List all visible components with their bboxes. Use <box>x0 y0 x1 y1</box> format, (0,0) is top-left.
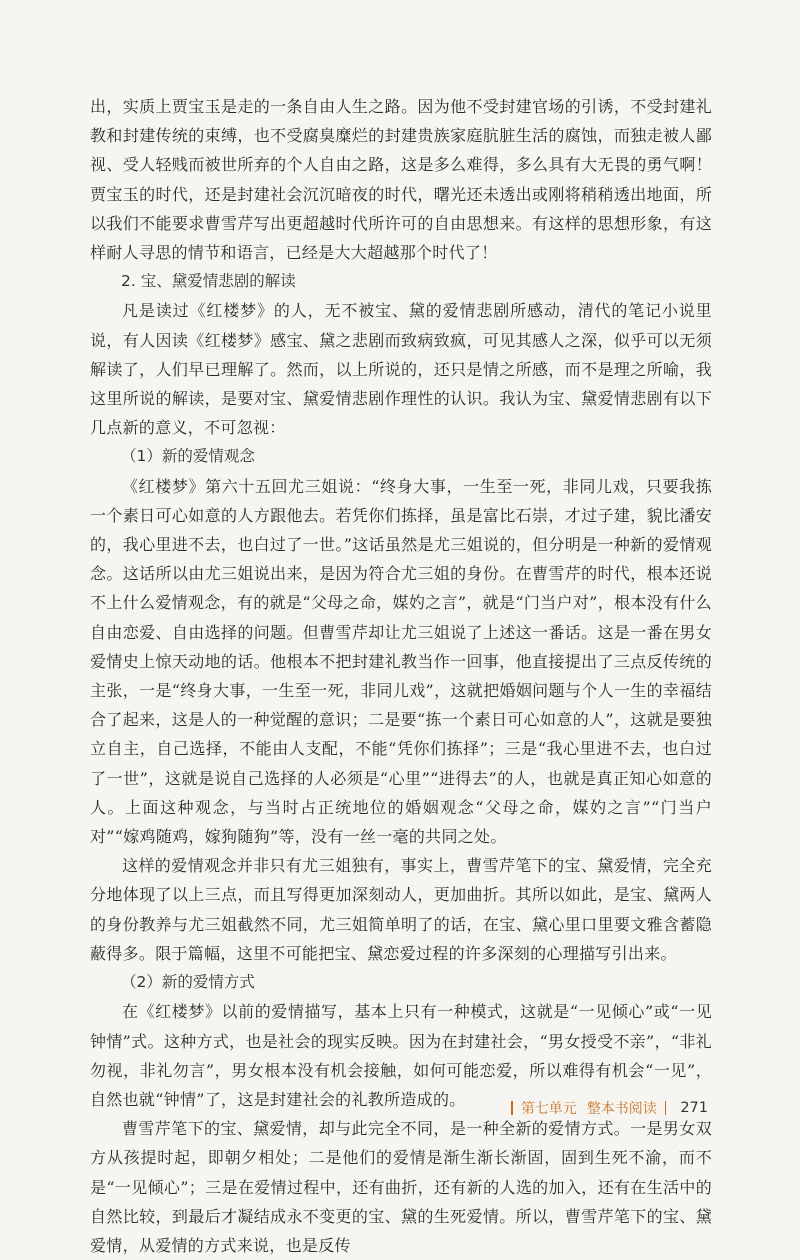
paragraph-bao-dai-concept: 这样的爱情观念并非只有尤三姐独有，事实上，曹雪芹笔下的宝、黛爱情，完全充分地体现了以上三点，而且写得更加深刻动人，更加曲折。其所以如此，是宝、黛两人的身份教养与尤三姐截然不同，尤三姐简单明了的话，在宝、黛心里口里要文雅含蓄隐蔽得多。限于篇幅，这里不可能把宝、黛恋爱过程的许多深刻的心理描写引出来。 <box>90 856 712 963</box>
page-footer <box>503 1098 708 1118</box>
paragraph-intro: 凡是读过《红楼梦》的人，无不被宝、黛的爱情悲剧所感动，清代的笔记小说里说，有人因读《红楼梦》感宝、黛之悲剧而致病致疯，可见其感人之深，似乎可以无须解读了，人们早已理解了。然而，以上所说的，还只是情之所感，而不是理之所喻，我这里所说的解读，是要对宝、黛爱情悲剧作理性的认识。我认为宝、黛爱情悲剧有以下几点新的意义，不可忽视： <box>90 301 712 438</box>
section-heading-bao-dai-tragedy: 2. 宝、黛爱情悲剧的解读 <box>121 272 296 291</box>
paragraph-continuation: 出，实质上贾宝玉是走的一条自由人生之路。因为他不受封建官场的引诱，不受封建礼教和封建传统的束缚，也不受腐臭糜烂的封建贵族家庭肮脏生活的腐蚀，而独走被人鄙视、受人轻贱而被世所弃的个人自由之路，这是多么难得，多么具有大无畏的勇气啊！贾宝玉的时代，还是封建社会沉沉暗夜的时代，曙光还未透出或刚将稍稍透出地面，所以我们不能要求曹雪芹写出更超越时代所许可的自由思想来。有这样的思想形象，有这样耐人寻思的情节和语言，已经是大大超越那个时代了！ <box>90 97 712 263</box>
paragraph-love-at-first-sight: 在《红楼梦》以前的爱情描写，基本上只有一种模式，这就是“一见倾心”或“一见钟情”式。这种方式，也是社会的现实反映。因为在封建社会，“男女授受不亲”，“非礼勿视，非礼勿言”，男女根本没有机会接触，如何可能恋爱，所以难得有机会“一见”，自然也就“钟情”了，这是封建社会的礼教所造成的。 <box>90 1002 712 1109</box>
subheading-new-love-concept: （1）新的爱情观念 <box>121 447 255 466</box>
footer-section: 整本书阅读 <box>586 1101 657 1117</box>
page-number: 271 <box>680 1100 708 1116</box>
footer-unit: 第七单元 <box>520 1101 577 1117</box>
subheading-new-love-style: （2）新的爱情方式 <box>121 973 255 992</box>
footer-divider <box>665 1101 667 1115</box>
footer-divider <box>511 1101 513 1115</box>
page-body <box>90 92 712 1260</box>
paragraph-new-love-style: 曹雪芹笔下的宝、黛爱情，却与此完全不同，是一种全新的爱情方式。一是男女双方从孩提时起，即朝夕相处；二是他们的爱情是渐生渐长渐固，固到生死不渝，而不是“一见倾心”；三是在爱情过程中，还有曲折，还有新的人选的加入，还有在生活中的自然比较，到最后才凝结成永不变更的宝、黛的生死爱情。所以，曹雪芹笔下的宝、黛爱情，从爱情的方式来说，也是反传 <box>90 1119 712 1255</box>
paragraph-you-sanjie: 《红楼梦》第六十五回尤三姐说：“终身大事，一生至一死，非同儿戏，只要我拣一个素日可心如意的人方跟他去。若凭你们拣择，虽是富比石崇，才过子建，貌比潘安的，我心里进不去，也白过了一世。”这话虽然是尤三姐说的，但分明是一种新的爱情观念。这话所以由尤三姐说出来，是因为符合尤三姐的身份。在曹雪芹的时代，根本还说不上什么爱情观念，有的就是“父母之命，媒妁之言”，就是“门当户对”，根本没有什么自由恋爱、自由选择的问题。但曹雪芹却让尤三姐说了上述这一番话。这是一番在男女爱情史上惊天动地的话。他根本不把封建礼教当作一回事，他直接提出了三点反传统的主张，一是“终身大事，一生至一死，非同儿戏”，这就把婚姻问题与个人一生的幸福结合了起来，这是人的一种觉醒的意识；二是要“拣一个素日可心如意的人”，这就是要独立自主，自己选择，不能由人支配，不能“凭你们拣择”；三是“我心里进不去，也白过了一世”，这就是说自己选择的人必须是“心里”“进得去”的人，也就是真正知心如意的人。上面这种观念，与当时占正统地位的婚姻观念“父母之命，媒妁之言”“门当户对”“嫁鸡随鸡，嫁狗随狗”等，没有一丝一毫的共同之处。 <box>90 476 712 847</box>
